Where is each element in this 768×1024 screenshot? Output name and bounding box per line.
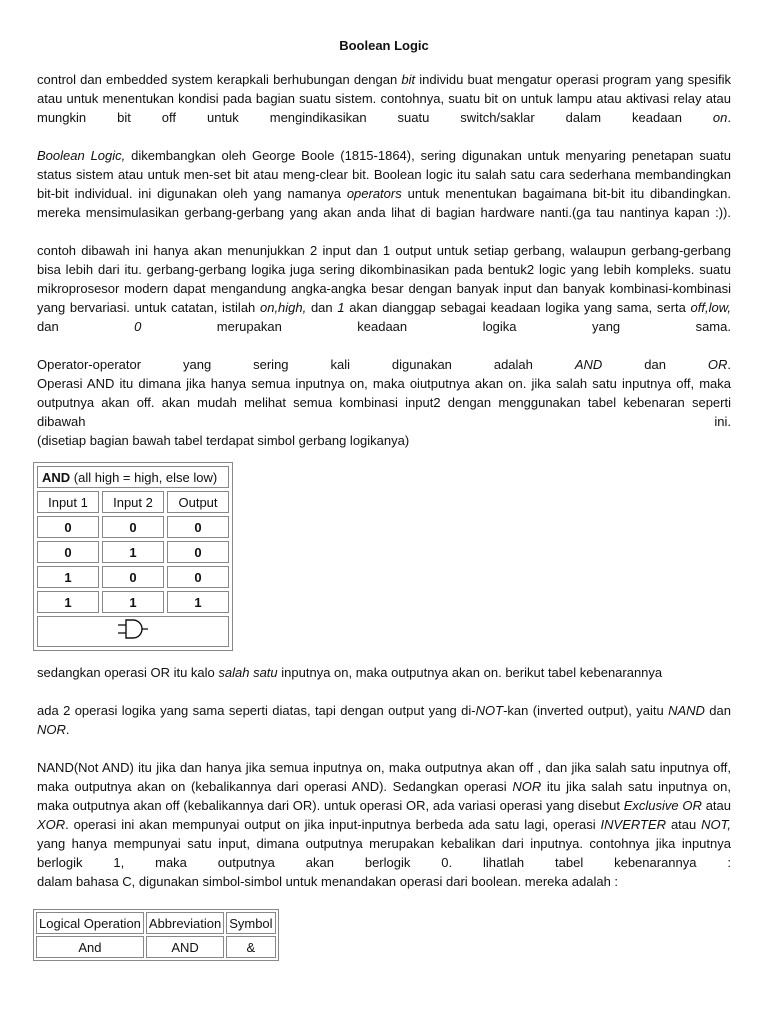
table-title bbox=[37, 466, 229, 488]
italic-text: Exclusive OR bbox=[623, 798, 702, 813]
table-cell: 0 bbox=[167, 541, 229, 563]
italic-text: NOR bbox=[37, 722, 66, 737]
text: untuk menentukan bagaimana bit-bit itu dibandingkan. mereka mensimulasikan gerbang-gerbang yang akan anda lihat di bagian hardware nanti.(ga tau nantinya kapan :)). bbox=[37, 186, 731, 220]
text: yang hanya mempunyai satu input, dimana outputnya merupakan kebalikan dari inputnya. contohnya jika inputnya berlogik 1, maka outputnya akan berlogik 0. lihatlah tabel kebenarannya : bbox=[37, 836, 731, 870]
italic-text: INVERTER bbox=[600, 817, 667, 832]
paragraph-c-symbols: dalam bahasa C, digunakan simbol-simbol untuk menandakan operasi dari boolean. mereka adalah : bbox=[37, 874, 619, 889]
text: itu jika salah satu inputnya on, maka outputnya akan off (kebalikannya dari OR). untuk operasi OR, ada variasi operasi yang disebut bbox=[37, 779, 731, 813]
italic-text: operators bbox=[346, 186, 402, 201]
table-row bbox=[37, 516, 229, 538]
operations-table bbox=[33, 909, 279, 961]
paragraph-intro bbox=[37, 70, 731, 127]
table-cell: & bbox=[226, 936, 275, 958]
table-cell: And bbox=[36, 936, 144, 958]
text: dan bbox=[37, 319, 135, 334]
text: dan bbox=[704, 703, 732, 718]
text: . bbox=[65, 722, 70, 737]
and-truth-table bbox=[33, 462, 233, 651]
column-header: Logical Operation bbox=[36, 912, 144, 934]
table-cell: 1 bbox=[102, 591, 164, 613]
text: merupakan keadaan logika yang sama. bbox=[141, 319, 731, 334]
italic-text: NOT bbox=[475, 703, 504, 718]
table-row bbox=[37, 591, 229, 613]
table-cell: 0 bbox=[167, 566, 229, 588]
italic-text: on bbox=[712, 110, 728, 125]
table-cell: 0 bbox=[37, 516, 99, 538]
table-cell: 1 bbox=[37, 566, 99, 588]
text: . operasi ini akan mempunyai output on jika input-inputnya berbeda ada satu lagi, operasi bbox=[65, 817, 601, 832]
table-cell: 1 bbox=[102, 541, 164, 563]
text: -kan (inverted output), yaitu bbox=[503, 703, 669, 718]
table-cell: 1 bbox=[167, 591, 229, 613]
table-row bbox=[37, 541, 229, 563]
paragraph-note: (disetiap bagian bawah tabel terdapat simbol gerbang logikanya) bbox=[37, 433, 410, 448]
text: sedangkan operasi OR itu kalo bbox=[37, 665, 219, 680]
italic-text: Boolean Logic, bbox=[37, 148, 126, 163]
italic-text: XOR bbox=[37, 817, 66, 832]
table-row bbox=[37, 566, 229, 588]
text: atau bbox=[701, 798, 731, 813]
text: dikembangkan oleh George Boole (1815-1864), sering digunakan untuk menyaring penetapan suatu status sistem atau untuk men-set bit atau meng-clear bit. Boolean logic itu salah satu cara sederhana membandingkan bit-bit individual. ini digunakan oleh yang namanya bbox=[37, 148, 732, 201]
table-row bbox=[36, 936, 276, 958]
column-header: Input 1 bbox=[37, 491, 99, 513]
column-header: Input 2 bbox=[102, 491, 164, 513]
italic-text: off,low, bbox=[690, 300, 731, 315]
text: atau bbox=[666, 817, 702, 832]
paragraph-nand-description bbox=[37, 758, 731, 872]
italic-text: NOT, bbox=[701, 817, 731, 832]
table-title-bold: AND bbox=[42, 469, 71, 485]
table-cell: 0 bbox=[102, 566, 164, 588]
text: akan dianggap sebagai keadaan logika yang sama, serta bbox=[344, 300, 691, 315]
italic-text: salah satu bbox=[218, 665, 278, 680]
text: . bbox=[727, 357, 731, 372]
column-header: Abbreviation bbox=[146, 912, 224, 934]
table-title-rest: (all high = high, else low) bbox=[70, 469, 218, 485]
table-cell: 0 bbox=[37, 541, 99, 563]
table-cell: 0 bbox=[102, 516, 164, 538]
table-cell: 1 bbox=[37, 591, 99, 613]
paragraph-operators bbox=[37, 355, 731, 374]
text: ada 2 operasi logika yang sama seperti diatas, tapi dengan output yang di- bbox=[37, 703, 476, 718]
italic-text: OR bbox=[707, 357, 728, 372]
text: control dan embedded system kerapkali berhubungan dengan bbox=[37, 72, 402, 87]
paragraph-gates-example bbox=[37, 241, 731, 336]
paragraph-or-operation bbox=[37, 663, 731, 682]
paragraph-and-operation: Operasi AND itu dimana jika hanya semua inputnya on, maka oiutputnya akan on. jika salah satu inputnya off, maka outputnya akan off. akan mudah melihat semua kombinasi input2 dengan menggunakan tabel kebenaran seperti dibawah ini. bbox=[37, 376, 731, 429]
text: NAND(Not AND) itu jika dan hanya jika semua inputnya on, maka outputnya akan off , dan jika salah satu inputnya off, maka outputnya akan on (kebalikannya dari operasi AND). Sedangkan operasi bbox=[37, 760, 731, 794]
italic-text: AND bbox=[574, 357, 603, 372]
column-header: Symbol bbox=[226, 912, 275, 934]
text: individu buat mengatur operasi program yang spesifik atau untuk menentukan kondisi pada bagian suatu sistem. contohnya, suatu bit on untuk lampu atau aktivasi relay atau mungkin bit off untuk mengindikasikan suatu switch/saklar dalam keadaan bbox=[37, 72, 732, 125]
text: contoh dibawah ini hanya akan menunjukkan 2 input dan 1 output untuk setiap gerbang, walaupun gerbang-gerbang bisa lebih dari itu. gerbang-gerbang logika juga sering dikombinasikan pada bentuk2 logic yang lebih kompleks. suatu mikroprosesor modern dapat mengandung angka-angka besar dengan banyak input dan banyak kombinasi-kombinasi yang bervariasi. untuk catatan, istilah bbox=[37, 243, 731, 315]
text: . bbox=[727, 110, 731, 125]
italic-text: bit bbox=[401, 72, 416, 87]
paragraph-nand-nor bbox=[37, 701, 731, 739]
and-gate-icon bbox=[116, 617, 150, 641]
column-header: Output bbox=[167, 491, 229, 513]
text: Operator-operator yang sering kali digunakan adalah bbox=[37, 357, 575, 372]
text: inputnya on, maka outputnya akan on. berikut tabel kebenarannya bbox=[277, 665, 663, 680]
text: dan bbox=[306, 300, 338, 315]
text: dan bbox=[602, 357, 708, 372]
italic-text: on,high, bbox=[259, 300, 307, 315]
italic-text: 1 bbox=[337, 300, 345, 315]
table-cell: AND bbox=[146, 936, 224, 958]
document-page bbox=[37, 36, 731, 961]
paragraph-boolean-logic bbox=[37, 146, 731, 222]
italic-text: NOR bbox=[512, 779, 542, 794]
page-title: Boolean Logic bbox=[339, 38, 429, 53]
italic-text: NAND bbox=[668, 703, 705, 718]
italic-text: 0 bbox=[134, 319, 142, 334]
table-cell: 0 bbox=[167, 516, 229, 538]
gate-symbol-cell bbox=[37, 616, 229, 647]
